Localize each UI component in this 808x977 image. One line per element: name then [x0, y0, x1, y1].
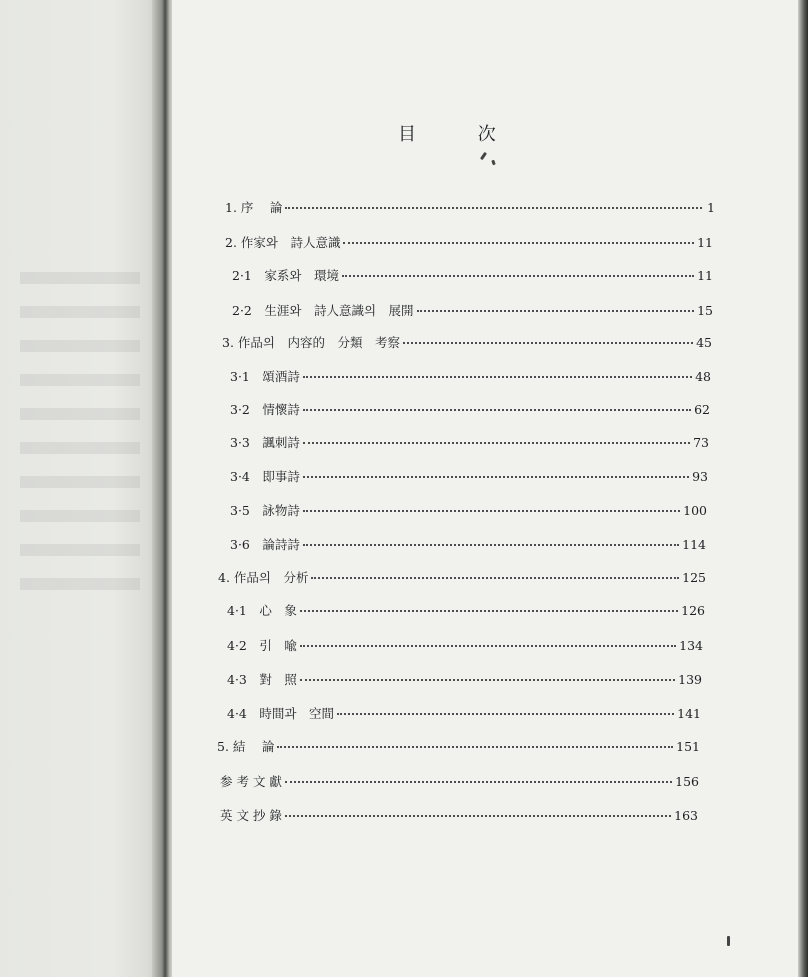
toc-entry-label: 4·4 時間과 空間	[227, 706, 334, 721]
toc-leader	[417, 309, 695, 312]
toc-entry-label: 3. 作品의 内容的 分類 考察	[222, 335, 400, 350]
toc-leader	[285, 814, 671, 817]
toc-leader	[300, 609, 678, 612]
toc-entry	[230, 367, 711, 385]
dust-speck	[727, 936, 730, 946]
toc-entry	[217, 737, 700, 755]
toc-entry-page: 100	[683, 503, 707, 518]
toc-entry-label: 3·3 諷刺詩	[230, 435, 300, 450]
toc-entry-page: 93	[692, 469, 708, 484]
toc-entry-page: 62	[694, 402, 710, 417]
toc-leader	[285, 206, 702, 209]
toc-entry	[225, 198, 715, 216]
toc-leader	[303, 408, 691, 411]
toc-entry-page: 15	[697, 303, 713, 318]
toc-entry-label: 1. 序 論	[225, 200, 283, 215]
toc-entry-page: 45	[696, 335, 712, 350]
toc-entry-page: 11	[697, 235, 713, 250]
toc-leader	[342, 274, 694, 277]
toc-entry	[227, 601, 705, 619]
toc-leader	[303, 375, 692, 378]
toc-leader	[300, 678, 675, 681]
toc-entry-label: 3·5 詠物詩	[230, 503, 300, 518]
toc-entry-label: 4·3 對 照	[227, 672, 297, 687]
toc-entry	[227, 704, 701, 722]
toc-entry-label: 5. 結 論	[217, 739, 275, 754]
toc-leader	[337, 712, 674, 715]
toc-entry	[225, 233, 713, 251]
toc-entry-page: 114	[682, 537, 706, 552]
toc-entry-label: 4·2 引 喩	[227, 638, 297, 653]
toc-entry	[230, 433, 709, 451]
toc-leader	[303, 509, 680, 512]
toc-entry-page: 156	[675, 774, 699, 789]
toc-entry	[222, 333, 712, 351]
toc-leader	[303, 543, 679, 546]
toc-entry	[220, 772, 699, 790]
toc-entry-page: 11	[697, 268, 713, 283]
toc-entry-page: 73	[693, 435, 709, 450]
toc-entry-label: 2·2 生涯와 詩人意識의 展開	[232, 303, 414, 318]
toc-leader	[403, 341, 693, 344]
toc-leader	[300, 644, 676, 647]
toc-entry-label: 3·4 即事詩	[230, 469, 300, 484]
toc-entry-label: 3·6 論詩詩	[230, 537, 300, 552]
toc-entry	[220, 806, 698, 824]
toc-entry	[230, 467, 708, 485]
toc-entry	[227, 636, 703, 654]
toc-entry-label: 2. 作家와 詩人意識	[225, 235, 341, 250]
toc-entry	[232, 301, 713, 319]
toc-entry-page: 48	[695, 369, 711, 384]
toc-entry-label: 2·1 家系와 環境	[232, 268, 339, 283]
toc-entry-page: 139	[678, 672, 702, 687]
toc-entry	[230, 501, 707, 519]
toc-entry-page: 141	[677, 706, 701, 721]
toc-leader	[285, 780, 672, 783]
toc-entry-label: 英 文 抄 錄	[220, 808, 282, 823]
toc-entry-page: 163	[674, 808, 698, 823]
toc-entry-label: 3·1 頌酒詩	[230, 369, 300, 384]
title-char-1: 目	[398, 124, 416, 145]
toc-entry-label: 4. 作品의 分析	[218, 570, 309, 585]
title-char-2: 次	[477, 124, 496, 145]
toc-entry	[227, 670, 702, 688]
toc-leader	[343, 241, 694, 244]
toc-entry-page: 125	[682, 570, 706, 585]
toc-leader	[311, 576, 679, 579]
toc-leader	[303, 441, 690, 444]
toc-entry-page: 151	[676, 739, 700, 754]
toc-entry-page: 126	[681, 603, 705, 618]
toc-entry-label: 3·2 情懷詩	[230, 402, 300, 417]
toc-entry-label: 4·1 心 象	[227, 603, 297, 618]
toc-entry-page: 134	[679, 638, 703, 653]
toc-entry	[232, 266, 713, 284]
toc-entry	[218, 568, 706, 586]
toc-entry-page: 1	[707, 200, 715, 215]
toc-entry	[230, 400, 710, 418]
toc-entry-label: 参 考 文 獻	[220, 774, 282, 789]
toc-leader	[277, 745, 673, 748]
toc-leader	[303, 475, 689, 478]
toc-entry	[230, 535, 706, 553]
